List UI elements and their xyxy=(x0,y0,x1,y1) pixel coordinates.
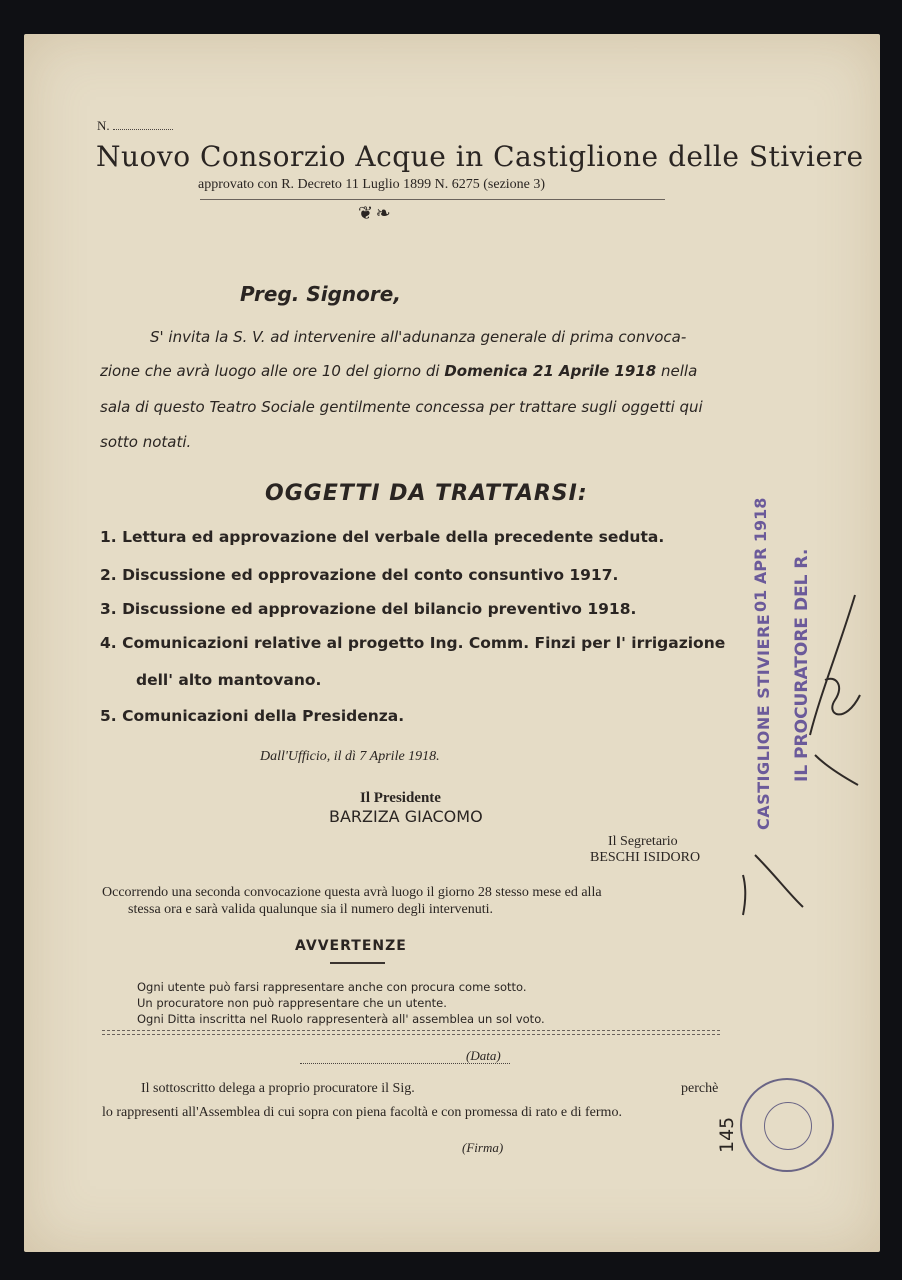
agenda-item: 2. Discussione ed opprovazione del conto consuntivo 1917. xyxy=(100,566,619,584)
agenda-item: 3. Discussione ed approvazione del bilancio preventivo 1918. xyxy=(100,600,637,618)
title-rule xyxy=(200,199,665,200)
warning-item: Ogni Ditta inscritta nel Ruolo rappresenterà all' assemblea un sol voto. xyxy=(137,1012,545,1026)
president-name: BARZIZA GIACOMO xyxy=(329,807,483,826)
delegate-line-2: lo rappresenti all'Assemblea di cui sopra con piena facoltà e con promessa di rato e di fermo. xyxy=(102,1105,622,1120)
agenda-item: 4. Comunicazioni relative al progetto Ing. Comm. Finzi per l' irrigazione xyxy=(100,634,726,652)
agenda-heading: OGGETTI DA TRATTARSI: xyxy=(265,481,588,506)
ornament-icon: ❦ ❧ xyxy=(358,203,390,223)
body-line-1: S' invita la S. V. ad intervenire all'adunanza generale di prima convoca- xyxy=(150,328,687,346)
delegate-line-1: Il sottoscritto delega a proprio procuratore il Sig. xyxy=(141,1081,415,1096)
greeting: Preg. Signore, xyxy=(240,282,401,306)
secretary-title: Il Segretario xyxy=(608,834,678,849)
document-subtitle: approvato con R. Decreto 11 Luglio 1899 N. 6275 (sezione 3) xyxy=(198,177,546,192)
agenda-item: 1. Lettura ed approvazione del verbale della precedente seduta. xyxy=(100,528,665,546)
president-title: Il Presidente xyxy=(360,790,441,806)
agenda-item: 5. Comunicazioni della Presidenza. xyxy=(100,707,405,725)
office-date: Dall'Ufficio, il dì 7 Aprile 1918. xyxy=(260,749,440,764)
handwritten-mark-icon xyxy=(735,845,815,920)
signature-field-label: (Firma) xyxy=(462,1140,504,1155)
body-line-4: sotto notati. xyxy=(100,433,192,451)
stamp-office: IL PROCURATORE DEL R. xyxy=(792,548,812,782)
handwritten-signature-icon xyxy=(800,585,880,795)
document-title: Nuovo Consorzio Acque in Castiglione delle Stiviere xyxy=(96,140,864,173)
warnings-rule xyxy=(330,962,385,964)
protocol-number: N. xyxy=(97,118,173,134)
body-line-3: sala di questo Teatro Sociale gentilmente concessa per trattare sugli oggetti qui xyxy=(100,398,703,416)
cut-line xyxy=(102,1030,720,1031)
meeting-date: Domenica 21 Aprile 1918 xyxy=(444,362,657,380)
warning-item: Un procuratore non può rappresentare che un utente. xyxy=(137,996,447,1010)
second-call-line-2: stessa ora e sarà valida qualunque sia il numero degli intervenuti. xyxy=(128,902,494,917)
library-seal-icon xyxy=(740,1078,834,1172)
handwritten-number: 145 xyxy=(716,1116,738,1153)
date-field-label: (Data) xyxy=(466,1048,501,1063)
agenda-item-continuation: dell' alto mantovano. xyxy=(136,671,322,689)
warnings-title: AVVERTENZE xyxy=(295,938,407,954)
delegate-perche: perchè xyxy=(681,1081,719,1096)
cut-line xyxy=(102,1034,720,1035)
secretary-name: BESCHI ISIDORO xyxy=(590,850,701,865)
stamp-place: CASTIGLIONE STIVIERE xyxy=(754,613,773,830)
body-line-2: zione che avrà luogo alle ore 10 del giorno di Domenica 21 Aprile 1918 nella xyxy=(100,362,698,380)
second-call-line-1: Occorrendo una seconda convocazione questa avrà luogo il giorno 28 stesso mese ed alla xyxy=(102,885,602,900)
stamp-date: 01 APR 1918 xyxy=(751,497,770,612)
warning-item: Ogni utente può farsi rappresentare anche con procura come sotto. xyxy=(137,980,527,994)
